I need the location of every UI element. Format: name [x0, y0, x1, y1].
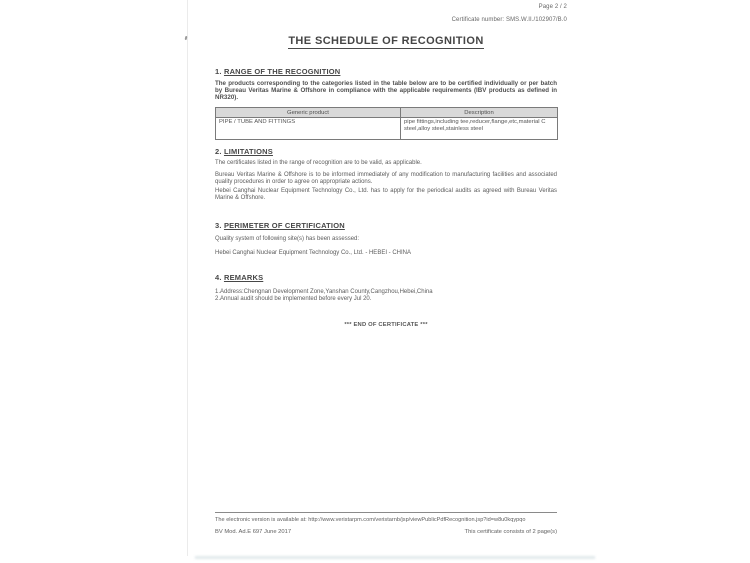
products-table	[215, 107, 558, 140]
section2-heading	[215, 147, 273, 156]
section1-number: 1.	[215, 67, 222, 76]
cell-generic-product: PIPE / TUBE AND FITTINGS	[216, 118, 401, 140]
column-header-description: Description	[401, 108, 558, 118]
electronic-version-note: The electronic version is available at: http://www.veristarpm.com/veristarnb/jsp/viewPublicPdfRecognition.jsp?id=w8u0kqypqo	[215, 517, 526, 523]
section2-paragraph-1: The certificates listed in the range of recognition are to be valid, as applicable.	[215, 160, 422, 166]
section4-remarks	[215, 289, 557, 303]
section2-paragraph-2: Bureau Veritas Marine & Offshore is to be informed immediately of any modification to manufacturing facilities and associated quality procedures in order to agree on appropriate actions.	[215, 172, 557, 185]
section4-heading	[215, 273, 263, 282]
page-left-edge-line	[187, 0, 188, 556]
section3-number: 3.	[215, 221, 222, 230]
section2-paragraph-3: Hebei Canghai Nuclear Equipment Technology Co., Ltd. has to apply for the periodical audits as agreed with Bureau Veritas Marine & Offshore.	[215, 188, 557, 201]
remark-line-1: 1.Address:Chengnan Development Zone,Yanshan County,Cangzhou,Hebei,China	[215, 289, 433, 295]
page-count-note: This certificate consists of 2 page(s)	[464, 529, 557, 535]
document-title-wrap	[215, 31, 557, 49]
section4-number: 4.	[215, 273, 222, 282]
section4-heading-label: REMARKS	[223, 273, 264, 282]
section1-heading-label: RANGE OF THE RECOGNITION	[223, 67, 341, 76]
section3-paragraph-1: Quality system of following site(s) has been assessed:	[215, 236, 360, 242]
section2-number: 2.	[215, 147, 222, 156]
cell-description: pipe fittings,including tee,reducer,flange,etc,material C steel,alloy steel,stainless steel	[401, 118, 558, 140]
section1-intro-paragraph: The products corresponding to the categories listed in the table below are to be certified individually or per batch by Bureau Veritas Marine & Offshore in compliance with the applicable requirements (IBV products as defined in NR320).	[215, 80, 557, 101]
section3-heading	[215, 221, 345, 230]
document-title: THE SCHEDULE OF RECOGNITION	[288, 35, 484, 47]
section2-heading-label: LIMITATIONS	[223, 147, 273, 156]
page-number: Page 2 / 2	[538, 4, 567, 10]
page-bottom-edge-shadow	[195, 556, 595, 559]
remark-line-2: 2.Annual audit should be implemented before every Jul 20.	[215, 296, 372, 302]
column-header-generic-product: Generic product	[216, 108, 401, 118]
certificate-number: Certificate number: SMS.W.II./102907/B.0	[451, 17, 567, 23]
products-table-header-row	[216, 108, 558, 118]
footer-divider	[215, 512, 557, 513]
section3-heading-label: PERIMETER OF CERTIFICATION	[223, 221, 345, 230]
section3-paragraph-2: Hebei Canghai Nuclear Equipment Technology Co., Ltd. - HEBEI - CHINA	[215, 250, 411, 256]
table-row	[216, 118, 558, 140]
section1-heading	[215, 67, 340, 76]
form-reference: BV Mod. Ad.E 697 June 2017	[215, 529, 292, 535]
end-of-certificate-marker: *** END OF CERTIFICATE ***	[344, 322, 428, 328]
footer-row	[215, 529, 557, 535]
